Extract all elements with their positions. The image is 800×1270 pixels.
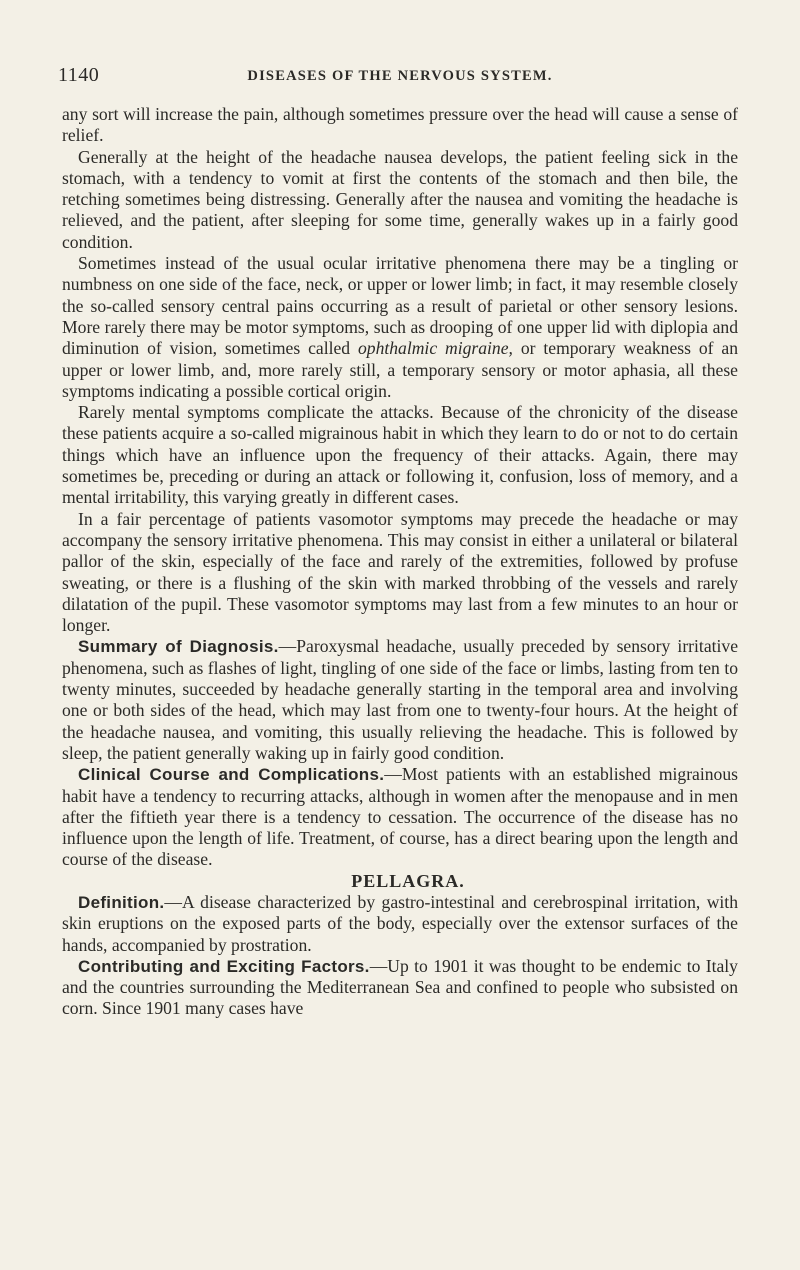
paragraph-definition <box>62 892 738 956</box>
paragraph-text: —Up to 1901 it was thought to be endemic to Italy and the countries surrounding the Mediterranean Sea and confined to people who subsisted on corn. Since 1901 many cases have <box>62 955 738 1019</box>
paragraph-text: —Most patients with an established migrainous habit have a tendency to recurring attacks, although in women after the menopause and in men after the fiftieth year there is a tendency to cessation. The occurrence of the disease has no influence upon the length of life. Treatment, of course, has a direct bearing upon the length and course of the disease. <box>62 764 738 870</box>
page-body <box>62 104 738 1020</box>
page-header <box>58 52 742 86</box>
running-head: DISEASES OF THE NERVOUS SYSTEM. <box>247 68 553 84</box>
paragraph-mental-symptoms: Rarely mental symptoms complicate the attacks. Because of the chronicity of the disease these patients acquire a so-called migrainous habit in which they learn to do or not to do certain things which have an influence upon the frequency of their attacks. Again, there may sometimes be, preceding or during an attack or following it, confusion, loss of memory, and a mental irritability, this varying greatly in different cases. <box>62 402 738 508</box>
paragraph-text: Sometimes instead of the usual ocular irritative phenomena there may be a tingling or numbness on one side of the face, neck, or upper or lower limb; in fact, it may resemble closely the so-called sensory central pains occurring as a result of parietal or other sensory lesions. More rarely there may be motor symptoms, such as drooping of one upper lid with diplopia and diminution of vision, sometimes called <box>62 253 738 359</box>
paragraph-clinical-course <box>62 764 738 870</box>
paragraph-text: —A disease characterized by gastro-intestinal and cerebrospinal irritation, with skin eruptions on the exposed parts of the body, especially over the extensor surfaces of the hands, accompanied by prostration. <box>62 891 738 955</box>
paragraph-nausea: Generally at the height of the headache nausea develops, the patient feeling sick in the stomach, with a tendency to vomit at first the contents of the stomach and then bile, the retching sometimes being distressing. Generally after the nausea and vomiting the headache is relieved, and the patient, after sleeping for some time, generally wakes up in a fairly good condition. <box>62 146 738 252</box>
run-in-heading: Definition. <box>78 892 165 912</box>
paragraph-text: or temporary weakness of an upper or lower limb, and, more rarely still, a temporary sensory or motor aphasia, all these symptoms indicating a possible cortical origin. <box>62 338 739 401</box>
run-in-heading: Clinical Course and Complications. <box>78 765 385 785</box>
paragraph-summary-diagnosis <box>62 636 738 764</box>
run-in-heading: Summary of Diagnosis. <box>78 637 279 657</box>
paragraph-factors <box>62 956 738 1020</box>
paragraph-vasomotor: In a fair percentage of patients vasomotor symptoms may precede the headache or may accompany the sensory irritative phenomena. This may consist in either a unilateral or bilateral pallor of the skin, especially of the face and rarely of the extremities, followed by profuse sweating, or there is a flushing of the skin with marked throbbing of the vessels and rarely dilatation of the pupil. These vasomotor symptoms may last from a few minutes to an hour or longer. <box>62 508 738 636</box>
paragraph-continuation: any sort will increase the pain, although sometimes pressure over the head will cause a sense of relief. <box>62 104 738 146</box>
paragraph-sensory-symptoms <box>62 253 738 402</box>
page-number: 1140 <box>58 64 100 86</box>
italic-term: ophthalmic migraine, <box>357 338 513 359</box>
paragraph-text: —Paroxysmal headache, usually preceded by sensory irritative phenomena, such as flashes of light, tingling of one side of the face or limbs, lasting from ten to twenty minutes, succeeded by headache generally starting in the temporal area and involving one or both sides of the head, which may last from one to twenty-four hours. At the height of the headache nausea, and vomiting, this usually relieving the headache. This is followed by sleep, the patient generally waking up in fairly good condition. <box>62 636 739 763</box>
section-title: PELLAGRA. <box>351 870 465 891</box>
run-in-heading: Contributing and Exciting Factors. <box>78 956 370 976</box>
